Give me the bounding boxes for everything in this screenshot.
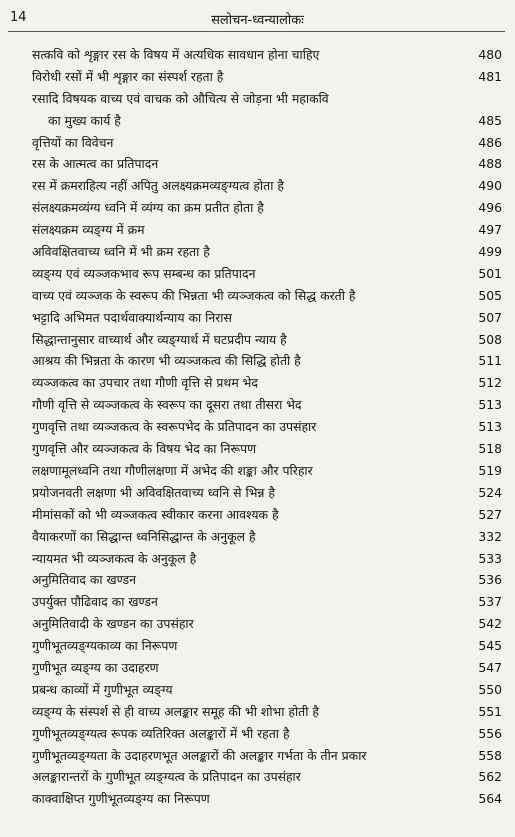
toc-entry — [0, 88, 515, 132]
toc-entry-page: 507 — [478, 309, 502, 325]
toc-entry — [0, 285, 515, 307]
toc-entry — [0, 548, 515, 570]
toc-entry — [0, 153, 515, 175]
toc-entry-page: 485 — [478, 112, 502, 128]
toc-entry-title: प्रबन्ध काव्यों में गुणीभूत व्यङ्ग्य — [32, 681, 173, 697]
toc-entry-page: 488 — [478, 156, 502, 172]
toc-entry-title: अनुमितिवादी के खण्डन का उपसंहार — [32, 616, 194, 632]
toc-entry-title: अनुमितिवाद का खण्डन — [32, 572, 137, 588]
toc-entry — [0, 307, 515, 329]
toc-entry-title: व्यङ्ग्य एवं व्यञ्जकभाव रूप सम्बन्ध का प्रतिपादन — [32, 265, 256, 281]
toc-entry-page: 505 — [478, 287, 502, 303]
toc-entry-title: लक्षणामूलध्वनि तथा गौणीलक्षणा में अभेद की शङ्का और परिहार — [32, 462, 313, 478]
toc-entry-title: अविवक्षितवाच्य ध्वनि में भी क्रम रहता है — [32, 244, 210, 260]
toc-entry-page: 527 — [478, 506, 502, 522]
toc-entry-page: 556 — [478, 725, 502, 741]
toc-entry-title: गुणीभूतव्यङ्ग्यकाव्य का निरूपण — [32, 638, 178, 654]
toc-entry — [0, 679, 515, 701]
toc-entry-title: विरोधी रसों में भी शृङ्गार का संस्पर्श रहता है — [32, 68, 224, 84]
toc-entry-page: 518 — [478, 441, 502, 457]
toc-entry — [0, 788, 515, 810]
toc-entry-title: रस में क्रमराहित्य नहीं अपितु अलक्ष्यक्रमव्यङ्ग्यत्व होता है — [32, 178, 284, 194]
toc-entry — [0, 372, 515, 394]
toc-entry — [0, 569, 515, 591]
toc-entry — [0, 701, 515, 723]
toc-entry — [0, 132, 515, 154]
toc-entry-title: रसादि विषयक वाच्य एवं वाचक को औचित्य से जोड़ना भी महाकवि — [32, 90, 329, 106]
page-number: 14 — [10, 10, 27, 25]
toc-entry-title: न्यायमत भी व्यञ्जकत्व के अनुकूल है — [32, 550, 197, 566]
toc-entry-title-continued: का मुख्य कार्य है — [48, 112, 121, 128]
toc-entry-title: सिद्धान्तानुसार वाच्यार्थ और व्यङ्ग्यार्थ में घटप्रदीप न्याय है — [32, 331, 287, 347]
header-rule — [8, 31, 505, 32]
toc-entry-title: गुणीभूतव्यङ्ग्यता के उदाहरणभूत अलङ्कारों की अलङ्कार गर्भता के तीन प्रकार — [32, 747, 367, 763]
toc-entry-title: सत्कवि को शृङ्गार रस के विषय में अत्यधिक सावधान होना चाहिए — [32, 47, 320, 62]
toc-entry — [0, 66, 515, 88]
toc-entry-page: 545 — [478, 638, 502, 654]
toc-entry-title: भट्टादि अभिमत पदार्थवाक्यार्थन्याय का निरास — [32, 309, 232, 325]
toc-entry-title: संलक्ष्यक्रम व्यङ्ग्य में क्रम — [32, 222, 145, 238]
toc-entry-page: 564 — [478, 791, 502, 807]
toc-entry-page: 486 — [478, 134, 502, 150]
toc-entry-page: 536 — [478, 572, 502, 588]
toc-entry-page: 547 — [478, 659, 502, 675]
toc-entry — [0, 591, 515, 613]
toc-entry — [0, 175, 515, 197]
toc-entry-page: 497 — [478, 222, 502, 238]
toc-entry — [0, 504, 515, 526]
toc-entry — [0, 197, 515, 219]
toc-entry-page: 480 — [478, 47, 502, 62]
toc-entry-title: अलङ्कारान्तरों के गुणीभूत व्यङ्ग्यत्व के प्रतिपादन का उपसंहार — [32, 769, 301, 785]
toc-entry-page: 551 — [478, 703, 502, 719]
contents-list — [0, 44, 515, 810]
toc-entry-page: 490 — [478, 178, 502, 194]
toc-entry — [0, 44, 515, 66]
toc-entry-page: 558 — [478, 747, 502, 763]
toc-entry-page: 511 — [478, 353, 502, 369]
running-title: सलोचन-ध्वन्यालोकः — [211, 13, 304, 28]
toc-entry-page: 499 — [478, 244, 502, 260]
page-header — [0, 10, 515, 30]
toc-entry-page: 519 — [478, 462, 502, 478]
toc-entry-title: रस के आत्मत्व का प्रतिपादन — [32, 156, 159, 172]
toc-entry-page: 481 — [478, 68, 502, 84]
toc-entry — [0, 460, 515, 482]
toc-entry-page: 512 — [478, 375, 502, 391]
toc-entry-page: 496 — [478, 200, 502, 216]
toc-entry-title: गुणीभूतव्यङ्ग्यत्व रूपक व्यतिरिक्त अलङ्कारों में भी रहता है — [32, 725, 290, 741]
toc-entry — [0, 657, 515, 679]
toc-entry-page: 524 — [478, 484, 502, 500]
toc-entry-page: 542 — [478, 616, 502, 632]
toc-entry-page: 550 — [478, 681, 502, 697]
toc-entry — [0, 350, 515, 372]
toc-entry-title: प्रयोजनवती लक्षणा भी अविवक्षितवाच्य ध्वनि से भिन्न है — [32, 484, 275, 500]
toc-entry-page: 508 — [478, 331, 502, 347]
toc-entry-title: काक्वाक्षिप्त गुणीभूतव्यङ्ग्य का निरूपण — [32, 791, 210, 807]
toc-entry — [0, 263, 515, 285]
toc-entry — [0, 394, 515, 416]
toc-entry — [0, 635, 515, 657]
toc-entry-title: गुणवृत्ति और व्यञ्जकत्व के विषय भेद का निरूपण — [32, 441, 257, 457]
toc-entry-page: 332 — [478, 528, 502, 544]
toc-entry-page: 537 — [478, 594, 502, 610]
toc-entry-title: वैयाकरणों का सिद्धान्त ध्वनिसिद्धान्त के अनुकूल है — [32, 528, 256, 544]
toc-entry-title: संलक्ष्यक्रमव्यंग्य ध्वनि में व्यंग्य का क्रम प्रतीत होता है — [32, 200, 264, 216]
toc-entry — [0, 329, 515, 351]
toc-entry-title: गुणवृत्ति तथा व्यञ्जकत्व के स्वरूपभेद के प्रतिपादन का उपसंहार — [32, 419, 317, 435]
toc-entry-title: उपर्युक्त पौढिवाद का खण्डन — [32, 594, 158, 610]
toc-entry — [0, 241, 515, 263]
toc-entry-page: 533 — [478, 550, 502, 566]
toc-entry-page: 513 — [478, 397, 502, 413]
toc-entry-title: मीमांसकों को भी व्यञ्जकत्व स्वीकार करना आवश्यक है — [32, 506, 279, 522]
toc-entry-title: गुणीभूत व्यङ्ग्य का उदाहरण — [32, 659, 159, 675]
toc-entry — [0, 613, 515, 635]
toc-entry-title: आश्रय की भिन्नता के कारण भी व्यञ्जकत्व की सिद्धि होती है — [32, 353, 301, 369]
toc-entry — [0, 723, 515, 745]
toc-entry — [0, 416, 515, 438]
toc-entry-page: 501 — [478, 265, 502, 281]
toc-entry-page: 562 — [478, 769, 502, 785]
toc-entry-title: गौणी वृत्ति से व्यञ्जकत्व के स्वरूप का दूसरा तथा तीसरा भेद — [32, 397, 302, 413]
toc-entry — [0, 745, 515, 767]
toc-entry-title: व्यञ्जकत्व का उपचार तथा गौणी वृत्ति से प्रथम भेद — [32, 375, 258, 391]
toc-entry — [0, 438, 515, 460]
toc-entry-title: व्यङ्ग्य के संस्पर्श से ही वाच्य अलङ्कार समूह की भी शोभा होती है — [32, 703, 319, 719]
toc-entry — [0, 526, 515, 548]
toc-entry — [0, 219, 515, 241]
toc-entry-title: वाच्य एवं व्यञ्जक के स्वरूप की भिन्नता भी व्यञ्जकत्व को सिद्ध करती है — [32, 287, 356, 303]
toc-entry-page: 513 — [478, 419, 502, 435]
toc-entry — [0, 482, 515, 504]
toc-entry — [0, 766, 515, 788]
toc-entry-title: वृत्तियों का विवेचन — [32, 134, 114, 150]
